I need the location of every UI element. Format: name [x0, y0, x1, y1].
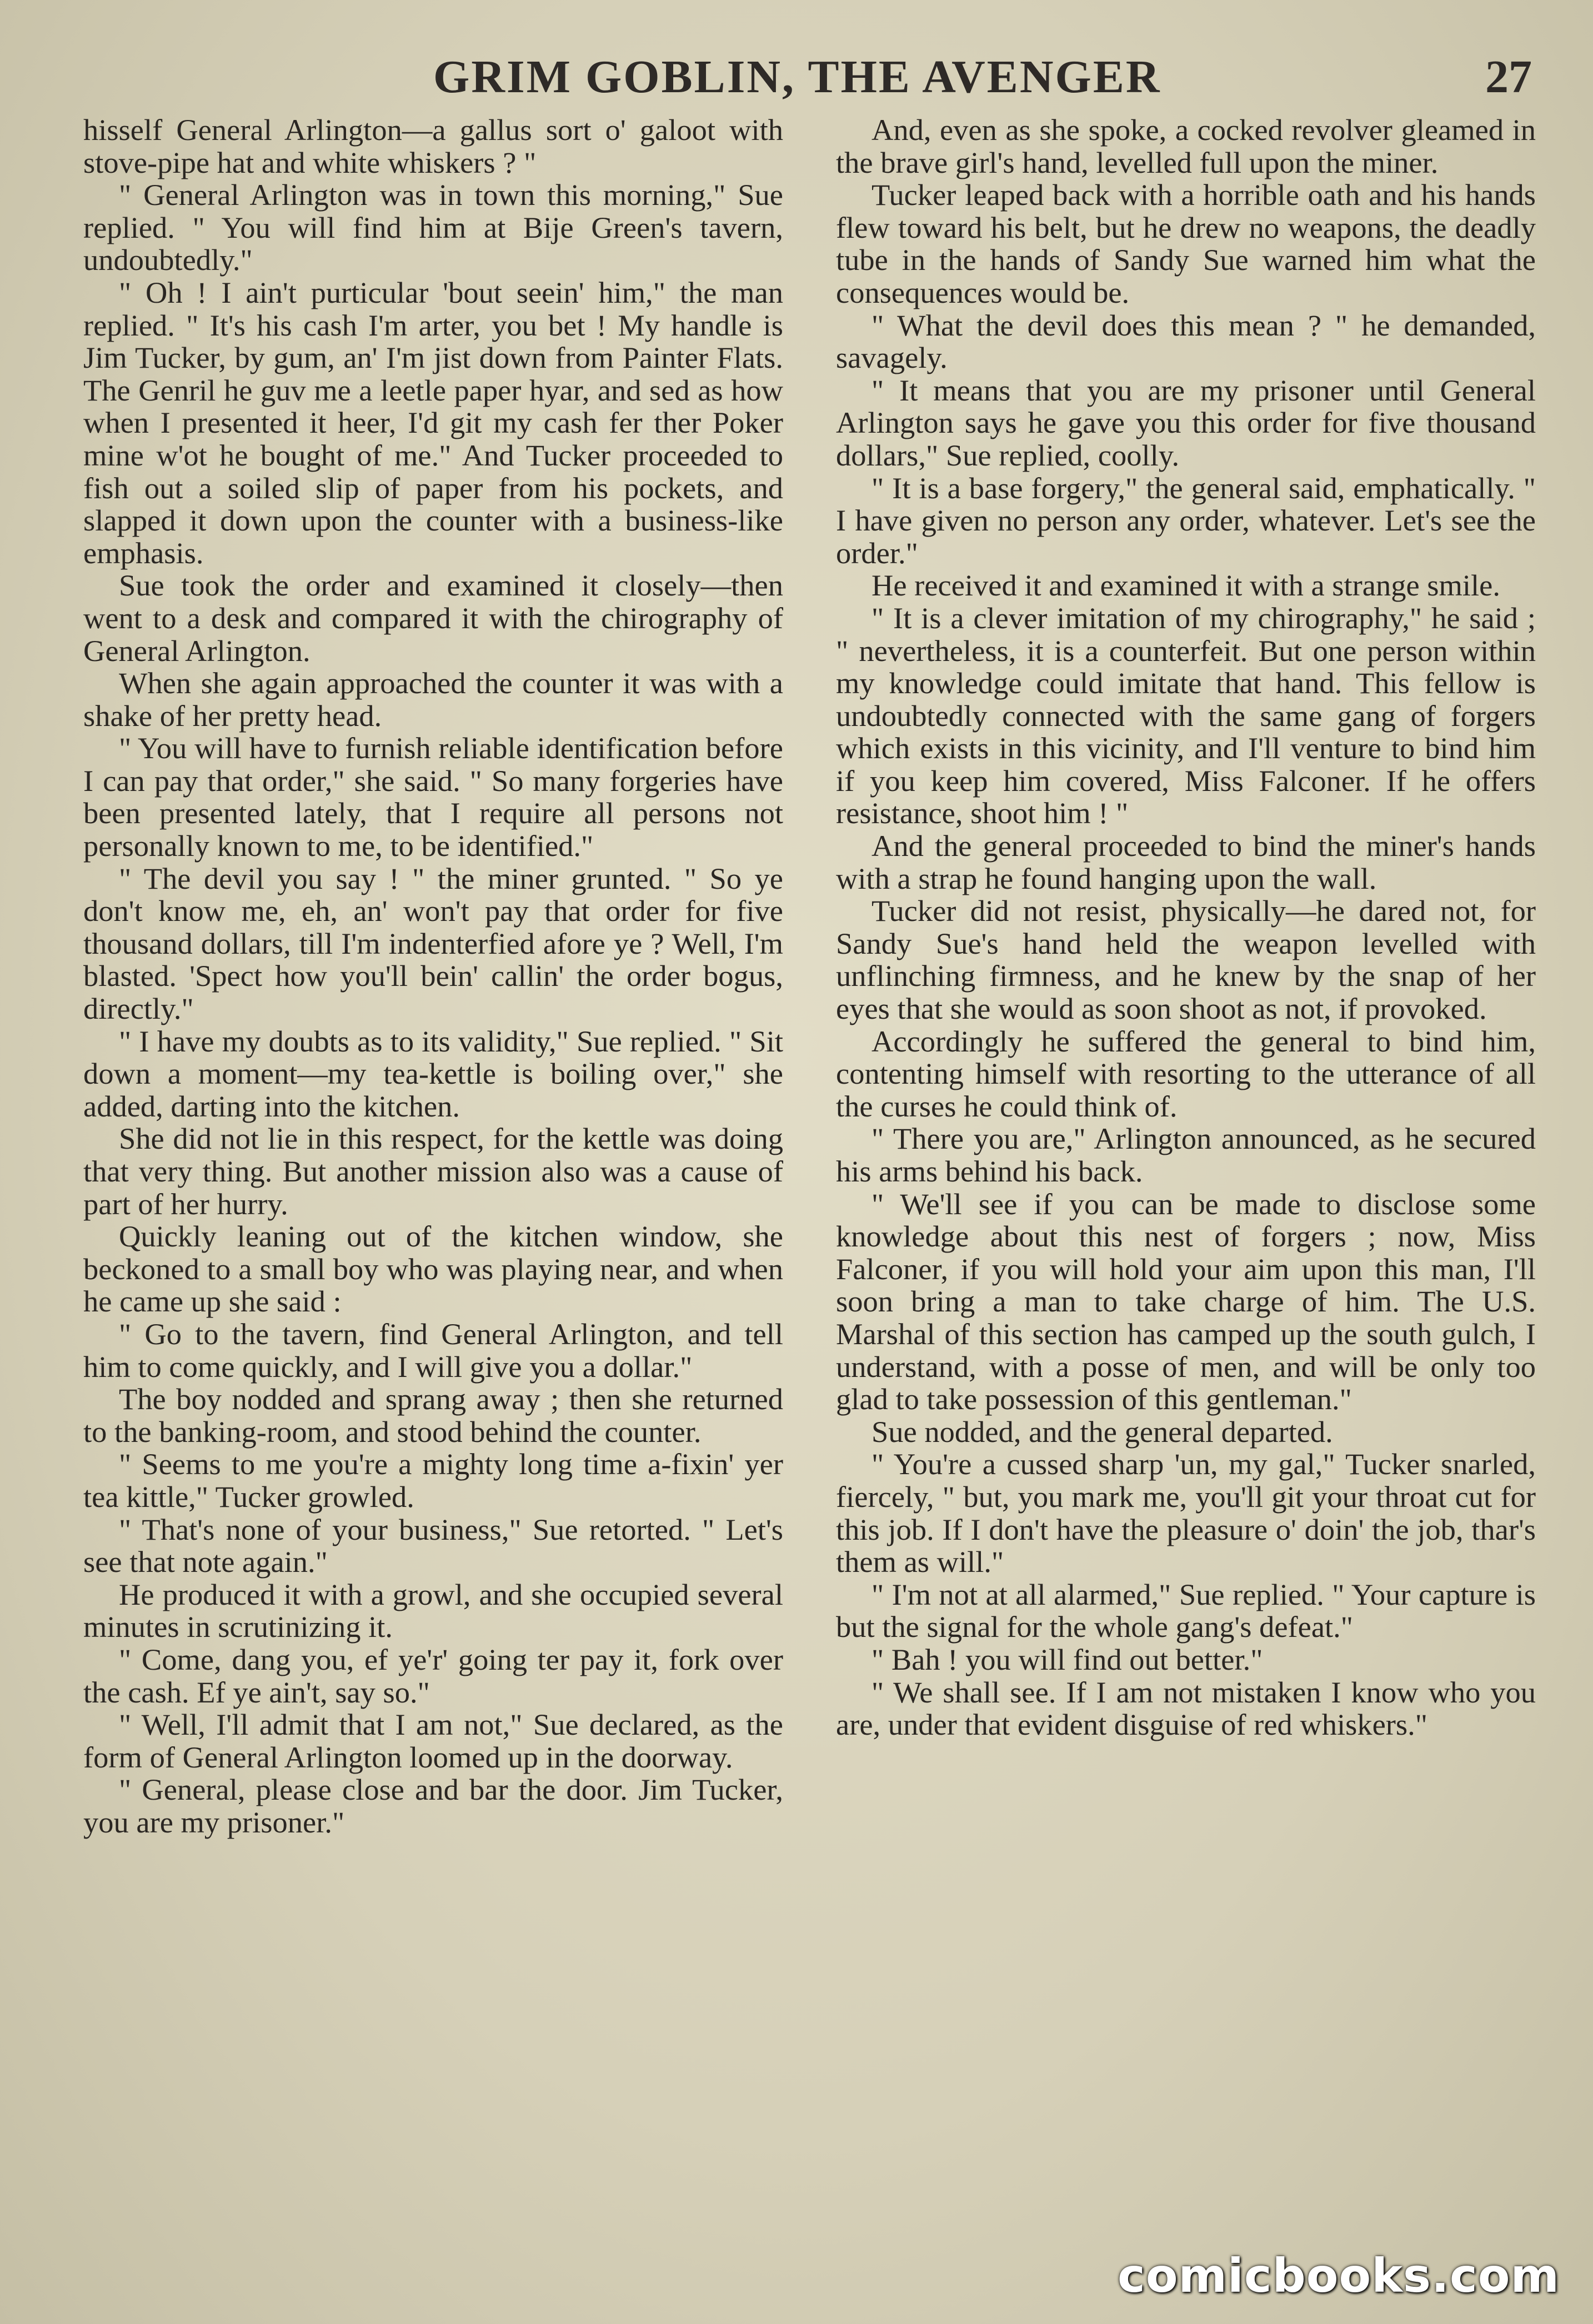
running-title: GRIM GOBLIN, THE AVENGER — [433, 51, 1161, 103]
paragraph: He produced it with a growl, and she occupied several minutes in scrutinizing it. — [83, 1577, 783, 1644]
paragraph: " It is a clever imitation of my chirography," he said ; " nevertheless, it is a counterfeit. But one person within my knowledge could imitate that hand. This fellow is undoubtedly connected with the same gang of forgers which exists in this vicinity, and I'll venture to bind him if you keep him covered, Miss Falconer. If he offers resistance, shoot him ! " — [836, 600, 1536, 830]
paragraph: Quickly leaning out of the kitchen window, she beckoned to a small boy who was playing near, and when he came up she said : — [83, 1219, 783, 1319]
paragraph: " Come, dang you, ef ye'r' going ter pay it, fork over the cash. Ef ye ain't, say so." — [83, 1642, 783, 1709]
paragraph: The boy nodded and sprang away ; then she returned to the banking-room, and stood behind the counter. — [83, 1382, 783, 1449]
paragraph: " It means that you are my prisoner until General Arlington says he gave you this order for five thousand dollars," Sue replied, coolly. — [836, 373, 1536, 472]
watermark: comicbooks.com — [1118, 2248, 1560, 2303]
paragraph: " General Arlington was in town this morning," Sue replied. " You will find him at Bije Green's tavern, undoubtedly." — [83, 178, 783, 277]
paragraph: Accordingly he suffered the general to bind him, contenting himself with resorting to the utterance of all the curses he could think of. — [836, 1024, 1536, 1123]
paragraph: hisself General Arlington—a gallus sort o' galoot with stove-pipe hat and white whiskers ? " — [83, 113, 783, 179]
paragraph: " I have my doubts as to its validity," Sue replied. " Sit down a moment—my tea-kettle is boiling over," she added, darting into the kitchen. — [83, 1024, 783, 1123]
page-number: 27 — [1485, 51, 1532, 103]
paragraph: " That's none of your business," Sue retorted. " Let's see that note again." — [83, 1512, 783, 1579]
paragraph: She did not lie in this respect, for the kettle was doing that very thing. But another mission also was a cause of part of her hurry. — [83, 1121, 783, 1221]
page-header — [83, 44, 1543, 106]
paragraph: " I'm not at all alarmed," Sue replied. " Your capture is but the signal for the whole gang's defeat." — [836, 1577, 1536, 1644]
right-column — [836, 114, 1536, 1741]
paragraph: And the general proceeded to bind the miner's hands with a strap he found hanging upon the wall. — [836, 829, 1536, 895]
paragraph: Sue nodded, and the general departed. — [871, 1414, 1333, 1449]
paragraph: " Bah ! you will find out better." — [871, 1642, 1263, 1676]
paragraph: " What the devil does this mean ? " he demanded, savagely. — [836, 308, 1536, 375]
paragraph: Tucker leaped back with a horrible oath and his hands flew toward his belt, but he drew no weapons, the deadly tube in the hands of Sandy Sue warned him what the consequences would be. — [836, 178, 1536, 309]
paragraph: When she again approached the counter it was with a shake of her pretty head. — [83, 666, 783, 733]
paragraph: " Well, I'll admit that I am not," Sue declared, as the form of General Arlington loomed up in the doorway. — [83, 1707, 783, 1774]
paragraph: Tucker did not resist, physically—he dared not, for Sandy Sue's hand held the weapon levelled with unflinching firmness, and he knew by the snap of her eyes that she would as soon shoot as not, if provoked. — [836, 894, 1536, 1026]
paragraph: Sue took the order and examined it closely—then went to a desk and compared it with the chirography of General Arlington. — [83, 568, 783, 668]
paragraph: " Oh ! I ain't purticular 'bout seein' him," the man replied. " It's his cash I'm arter, you bet ! My handle is Jim Tucker, by gum, an' I'm jist down from Painter Flats. The Genril he guv me a leetle paper hyar, and sed as how when I presented it heer, I'd git my cash fer ther Poker mine w'ot he bought of me." And Tucker proceeded to fish out a soiled slip of paper from his pockets, and slapped it down upon the counter with a business-like emphasis. — [83, 275, 783, 570]
paragraph: " General, please close and bar the door. Jim Tucker, you are my prisoner." — [83, 1772, 783, 1839]
paragraph: " You will have to furnish reliable identification before I can pay that order," she said. " So many forgeries have been presented lately, that I require all persons not personally known to me, to be identified." — [83, 731, 783, 863]
paragraph: He received it and examined it with a strange smile. — [871, 568, 1500, 603]
paragraph: " Go to the tavern, find General Arlington, and tell him to come quickly, and I will give you a dollar." — [83, 1316, 783, 1384]
paragraph: " We shall see. If I am not mistaken I know who you are, under that evident disguise of red whiskers." — [836, 1675, 1536, 1742]
paragraph: " Seems to me you're a mighty long time a-fixin' yer tea kittle," Tucker growled. — [83, 1447, 783, 1514]
paragraph: " There you are," Arlington announced, as he secured his arms behind his back. — [836, 1121, 1536, 1188]
paragraph: " You're a cussed sharp 'un, my gal," Tucker snarled, fiercely, " but, you mark me, you'll git your throat cut for this job. If I don't have the pleasure o' doin' the job, thar's them as will." — [836, 1447, 1536, 1579]
paragraph: " We'll see if you can be made to disclose some knowledge about this nest of forgers ; now, Miss Falconer, if you will hold your aim upon this man, I'll soon bring a man to take charge of him. The U.S. Marshal of this section has camped up the south gulch, I understand, with a posse of men, and will be only too glad to take possession of this gentleman." — [836, 1186, 1536, 1416]
left-column — [83, 114, 783, 1839]
paragraph: And, even as she spoke, a cocked revolver gleamed in the brave girl's hand, levelled full upon the miner. — [836, 113, 1536, 179]
paragraph: " It is a base forgery," the general said, emphatically. " I have given no person any order, whatever. Let's see the order." — [836, 470, 1536, 570]
paragraph: " The devil you say ! " the miner grunted. " So ye don't know me, eh, an' won't pay that order for five thousand dollars, till I'm indenterfied afore ye ? Well, I'm blasted. 'Spect how you'll bein' callin' the order bogus, directly." — [83, 861, 783, 1026]
